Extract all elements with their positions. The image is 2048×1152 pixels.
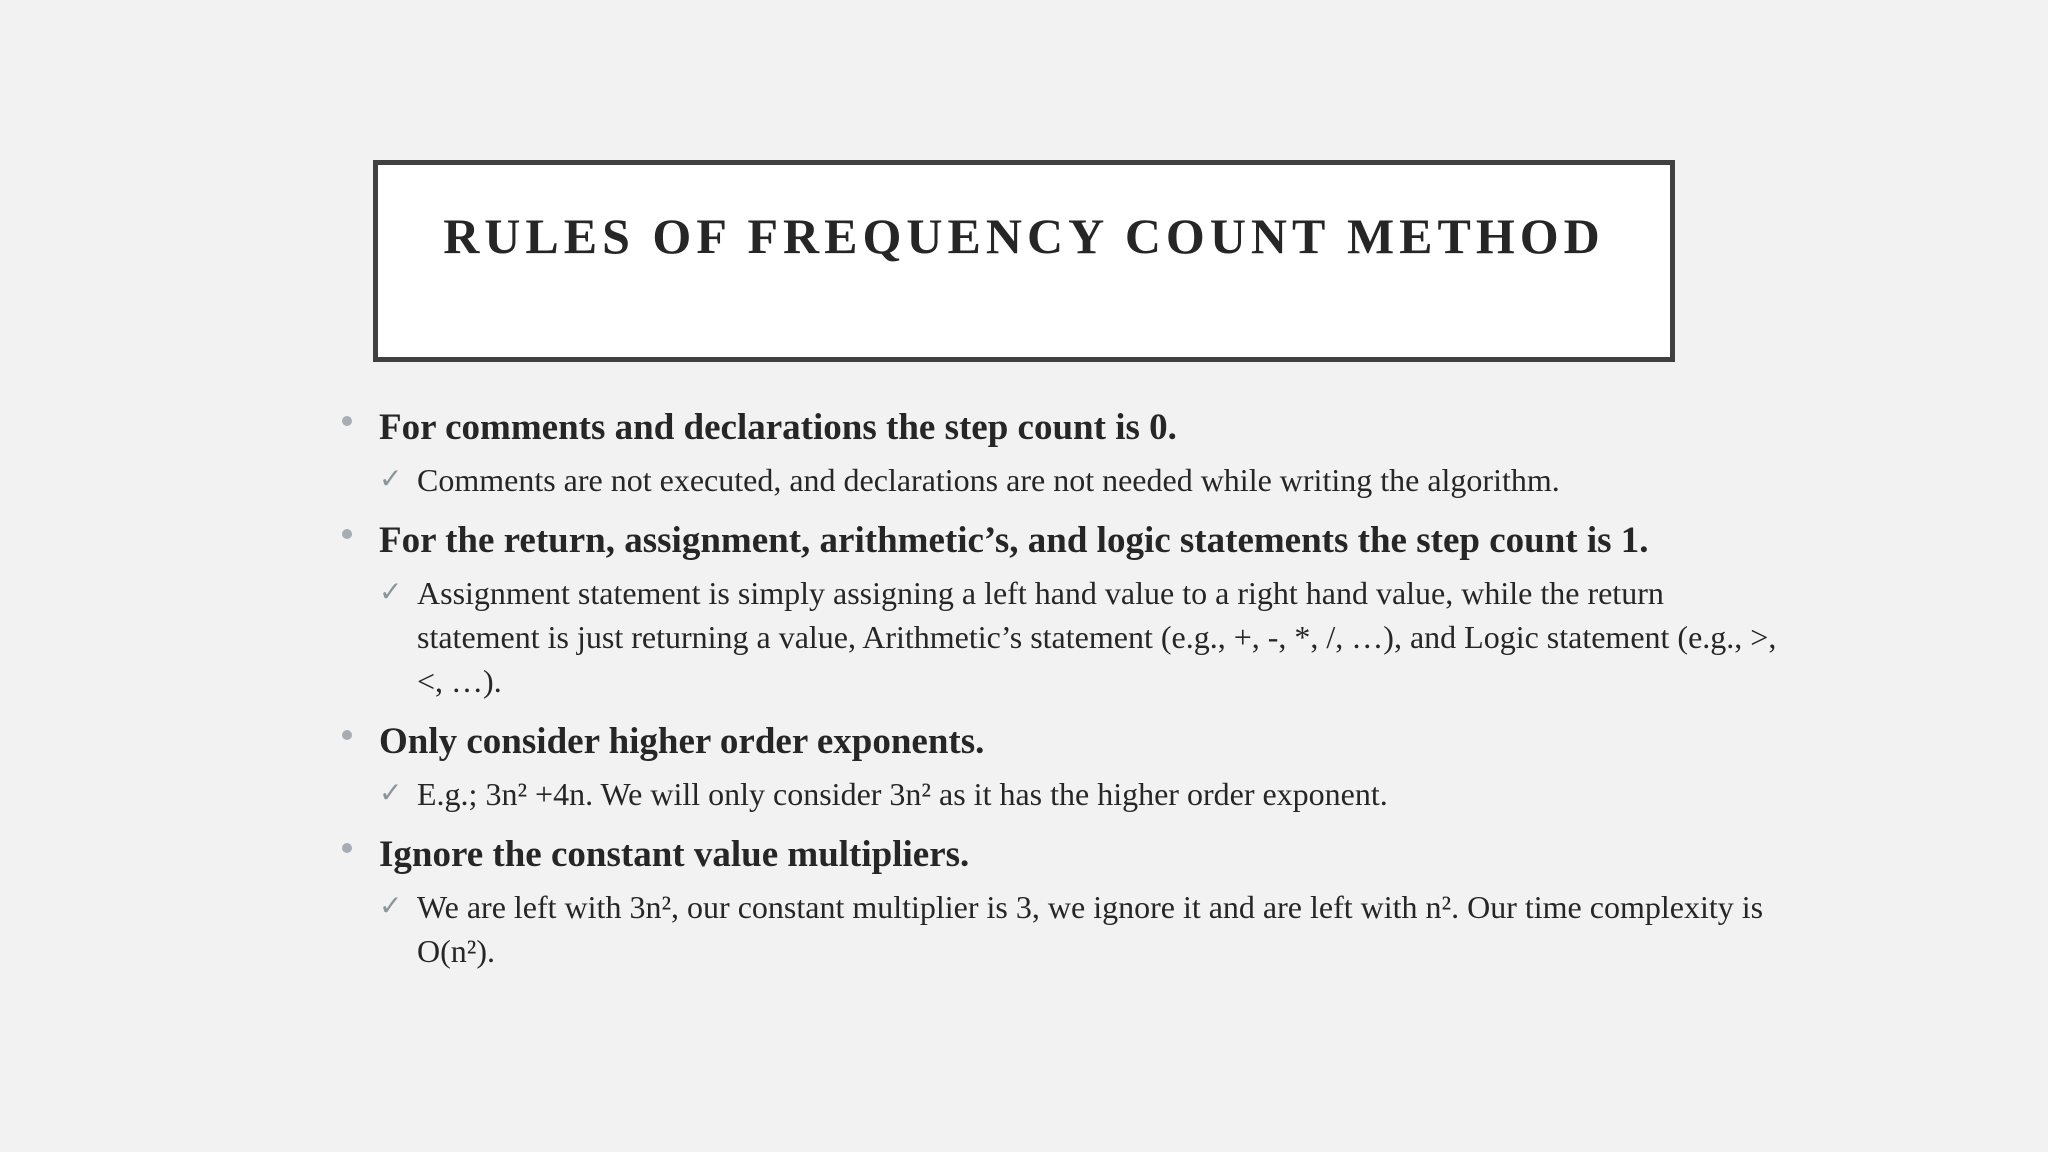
bullet-dot-icon xyxy=(342,529,352,539)
bullet-item xyxy=(338,398,1778,502)
checkmark-icon: ✓ xyxy=(379,776,403,809)
sub-bullet xyxy=(379,571,1778,703)
bullet-dot-icon xyxy=(342,730,352,740)
sub-bullet xyxy=(379,885,1778,973)
sub-bullet xyxy=(379,772,1778,816)
sub-bullet-text: E.g.; 3n² +4n. We will only consider 3n² as it has the higher order exponent. xyxy=(417,776,1388,812)
sub-bullet-text: We are left with 3n², our constant multiplier is 3, we ignore it and are left with n². Our time complexity is O(n²). xyxy=(417,889,1764,969)
bullet-dot-icon xyxy=(342,416,352,426)
checkmark-icon: ✓ xyxy=(379,889,403,922)
bullet-text: Ignore the constant value multipliers. xyxy=(379,834,970,875)
bullet-list xyxy=(338,398,1778,982)
bullet-dot-icon xyxy=(342,843,352,853)
bullet-text: For the return, assignment, arithmetic’s, and logic statements the step count is 1. xyxy=(379,520,1649,561)
slide-title: RULES OF FREQUENCY COUNT METHOD xyxy=(443,208,1605,264)
sub-bullet xyxy=(379,458,1778,502)
checkmark-icon: ✓ xyxy=(379,575,403,608)
checkmark-icon: ✓ xyxy=(379,462,403,495)
bullet-item xyxy=(338,712,1778,816)
bullet-text: For comments and declarations the step count is 0. xyxy=(379,407,1177,448)
bullet-item xyxy=(338,511,1778,703)
bullet-item xyxy=(338,825,1778,973)
title-box xyxy=(373,160,1675,362)
sub-bullet-text: Assignment statement is simply assigning a left hand value to a right hand value, while the return statement is just returning a value, Arithmetic’s statement (e.g., +, -, *, /, …), and Logic statement (e.g., >, <, …). xyxy=(417,575,1777,699)
sub-bullet-text: Comments are not executed, and declarations are not needed while writing the algorithm. xyxy=(417,462,1560,498)
bullet-text: Only consider higher order exponents. xyxy=(379,721,985,762)
